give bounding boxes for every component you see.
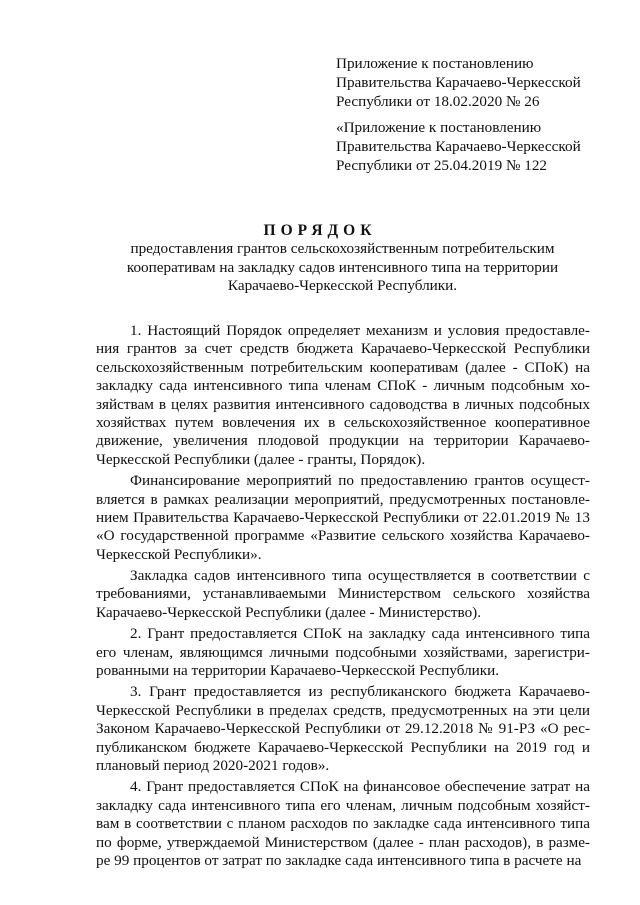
paragraph-line: 4. Грант предоставляется СПоК на финансовое обеспечение затрат на [130,778,590,796]
document-body [96,322,590,873]
document-subtitle [90,240,595,296]
paragraph-line: 1. Настоящий Порядок определяет механизм и условия предоставле- [130,322,590,339]
paragraph-line: сельскохозяйственным потребительским кооперативам (далее - СПоК) на [96,358,590,376]
paragraph-line: Черкесской Республики в пределах средств, предусмотренных на эти цели [96,701,590,719]
appendix-line: «Приложение к постановлению [336,119,542,136]
paragraph-line: ре 99 процентов от затрат по закладке сада интенсивного типа в расчете на [96,851,582,869]
paragraph-line: требованиями, устанавливаемыми Министерством сельского хозяйства [96,585,590,603]
paragraph-line: Черкесской Республики». [96,545,262,563]
document-title: ПОРЯДОК [263,222,377,239]
subtitle-line: кооперативам на закладку садов интенсивного типа на территории [126,258,559,276]
paragraph-line: ния грантов за счет средств бюджета Карачаево-Черкесской Республики [96,340,590,358]
paragraph [96,778,590,870]
appendix-line: Правительства Карачаево-Черкесской [336,74,581,91]
paragraph-line: закладку сада интенсивного типа членам СПоК - личным подсобным хо- [96,377,590,395]
paragraph [96,322,590,469]
paragraph-line: закладку сада интенсивного типа его членам, личным подсобным хозяйст- [96,796,590,814]
paragraph-line: «О государственной программе «Развитие сельского хозяйства Карачаево- [96,527,590,545]
paragraph-line: движение, увеличения плодовой продукции на территории Карачаево- [96,432,590,450]
paragraph-line: нием Правительства Карачаево-Черкесской Республики от 22.01.2019 № 13 [96,508,590,526]
paragraph-line: 2. Грант предоставляется СПоК на закладку сада интенсивного типа [130,625,590,643]
paragraph [96,472,590,564]
subtitle-line: Карачаево-Черкесской Республики. [227,277,458,294]
paragraph-line: Карачаево-Черкесской Республики (далее - Министерство). [96,603,482,621]
appendix-note-current [336,54,626,111]
appendix-line: Правительства Карачаево-Черкесской [336,138,581,155]
paragraph [96,567,590,622]
paragraph-line: по форме, утверждаемой Министерством (далее - план расходов), в разме- [96,833,590,851]
appendix-note-previous [336,118,626,175]
paragraph-line: Законом Карачаево-Черкесской Республики от 29.12.2018 № 91-РЗ «О рес- [96,720,590,738]
paragraph-line: Закладка садов интенсивного типа осуществляется в соответствии с [130,567,590,585]
paragraph-line: хозяйствах путем вовлечения их в сельскохозяйственное кооперативное [96,413,590,431]
paragraph-line: зяйствам в целях развития интенсивного садоводства в личных подсобных [96,395,590,413]
paragraph-line: вам в соответствии с планом расходов по закладке сада интенсивного типа [96,815,590,833]
paragraph-line: плановый период 2020-2021 годов». [96,756,330,774]
subtitle-line: предоставления грантов сельскохозяйственным потребительским [130,240,555,257]
paragraph [96,625,590,680]
paragraph-line: его членам, являющимся личными подсобными хозяйствами, зарегистри- [96,643,590,661]
paragraph-line: вляется в рамках реализации мероприятий, предусмотренных постановле- [96,490,590,508]
paragraph-line: публиканском бюджете Карачаево-Черкесской Республики на 2019 год и [96,738,590,756]
paragraph-line: рованными на территории Карачаево-Черкесской Республики. [96,662,500,680]
paragraph-line: Финансирование мероприятий по предоставлению грантов осущест- [130,472,590,490]
appendix-line: Республики от 25.04.2019 № 122 [336,157,548,174]
paragraph-line: 3. Грант предоставляется из республиканского бюджета Карачаево- [130,683,590,701]
paragraph-line: Черкесской Республики (далее - гранты, Порядок). [96,450,426,468]
paragraph [96,683,590,775]
appendix-line: Приложение к постановлению [336,55,534,72]
appendix-line: Республики от 18.02.2020 № 26 [336,93,540,110]
